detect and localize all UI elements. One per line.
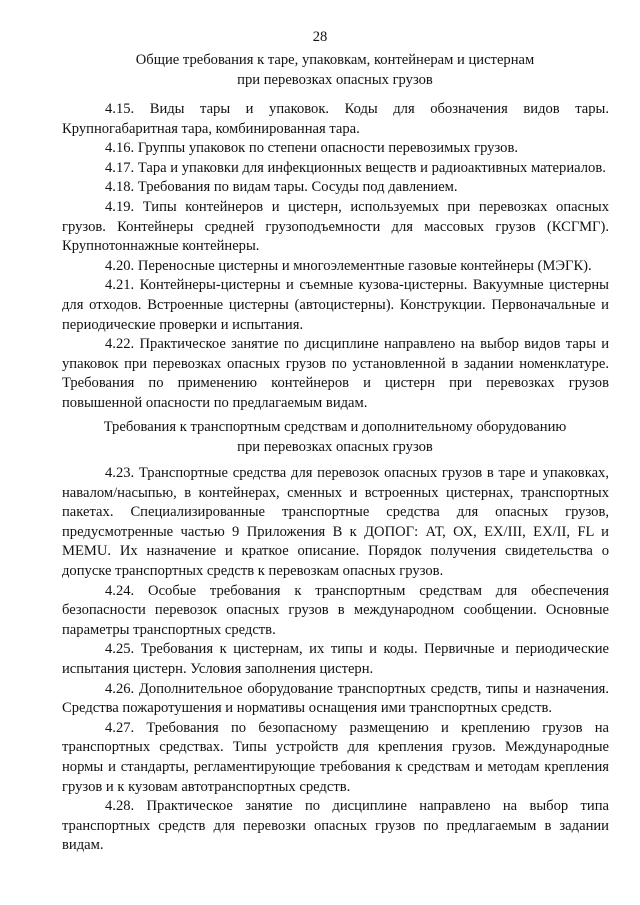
paragraph-4-27: 4.27. Требования по безопасному размещению и креплению грузов на транспортных средствах. Типы устройств для крепления грузов. Международные нормы и стандарты, регламентирующие требования к средствам и методам крепления грузов и к кузовам автотранспортных средств. — [62, 719, 609, 795]
paragraph-4-23: 4.23. Транспортные средства для перевозок опасных грузов в таре и упаковках, навалом/насыпью, в контейнерах, сменных и встроенных цистернах, транспортных пакетах. Специализированные транспортные средства для опасных грузов, предусмотренные частью 9 Приложения В к ДОПОГ: АТ, ОХ, EX/III, EX/II, FL и MEMU. Их назначение и краткое описание. Порядок получения свидетельства о допуске транспортных средств к перевозкам опасных грузов. — [62, 465, 609, 579]
heading-line-2: при перевозках опасных грузов — [237, 438, 433, 455]
section-body-vehicles — [62, 464, 609, 856]
paragraph-4-24: 4.24. Особые требования к транспортным средствам для обеспечения безопасности перевозок опасных грузов в международном сообщении. Основные параметры транспортных средств. — [62, 582, 609, 638]
heading-line-2: при перевозках опасных грузов — [237, 71, 433, 88]
section-heading-vehicles — [60, 418, 610, 457]
paragraph-4-21: 4.21. Контейнеры-цистерны и съемные кузова-цистерны. Вакуумные цистерны для отходов. Встроенные цистерны (автоцистерны). Конструкции. Первоначальные и периодические проверки и испытания. — [62, 277, 609, 333]
paragraph-4-28: 4.28. Практическое занятие по дисциплине направлено на выбор типа транспортных средств для перевозки опасных грузов по предлагаемым в задании видам. — [62, 798, 609, 854]
paragraph-4-17: 4.17. Тара и упаковки для инфекционных веществ и радиоактивных материалов. — [105, 159, 606, 176]
paragraph-4-25: 4.25. Требования к цистернам, их типы и коды. Первичные и периодические испытания цистерн. Условия заполнения цистерн. — [62, 641, 609, 677]
paragraph-4-20: 4.20. Переносные цистерны и многоэлементные газовые контейнеры (МЭГК). — [105, 257, 592, 274]
heading-line-1: Требования к транспортным средствам и дополнительному оборудованию — [103, 419, 567, 435]
section-heading-containers — [60, 51, 610, 90]
section-body-containers — [62, 100, 609, 414]
paragraph-4-15: 4.15. Виды тары и упаковок. Коды для обозначения видов тары. Крупногабаритная тара, комбинированная тара. — [62, 101, 609, 137]
paragraph-4-16: 4.16. Группы упаковок по степени опасности перевозимых грузов. — [105, 140, 518, 157]
paragraph-4-19: 4.19. Типы контейнеров и цистерн, используемых при перевозках опасных грузов. Контейнеры средней грузоподъемности для массовых грузов (КСГМГ). Крупнотоннажные контейнеры. — [62, 198, 609, 255]
heading-line-1: Общие требования к таре, упаковкам, контейнерам и цистернам — [135, 52, 535, 68]
paragraph-4-22: 4.22. Практическое занятие по дисциплине направлено на выбор видов тары и упаковок при перевозках опасных грузов по установленной в задании номенклатуре. Требования по применению контейнеров и цистерн при перевозках грузов повышенной опасности по предлагаемым видам. — [62, 336, 609, 411]
paragraph-4-18: 4.18. Требования по видам тары. Сосуды под давлением. — [105, 179, 458, 196]
page-number: 28 — [312, 29, 328, 45]
paragraph-4-26: 4.26. Дополнительное оборудование транспортных средств, типы и назначения. Средства пожаротушения и нормативы оснащения ими транспортных средств. — [62, 680, 609, 717]
